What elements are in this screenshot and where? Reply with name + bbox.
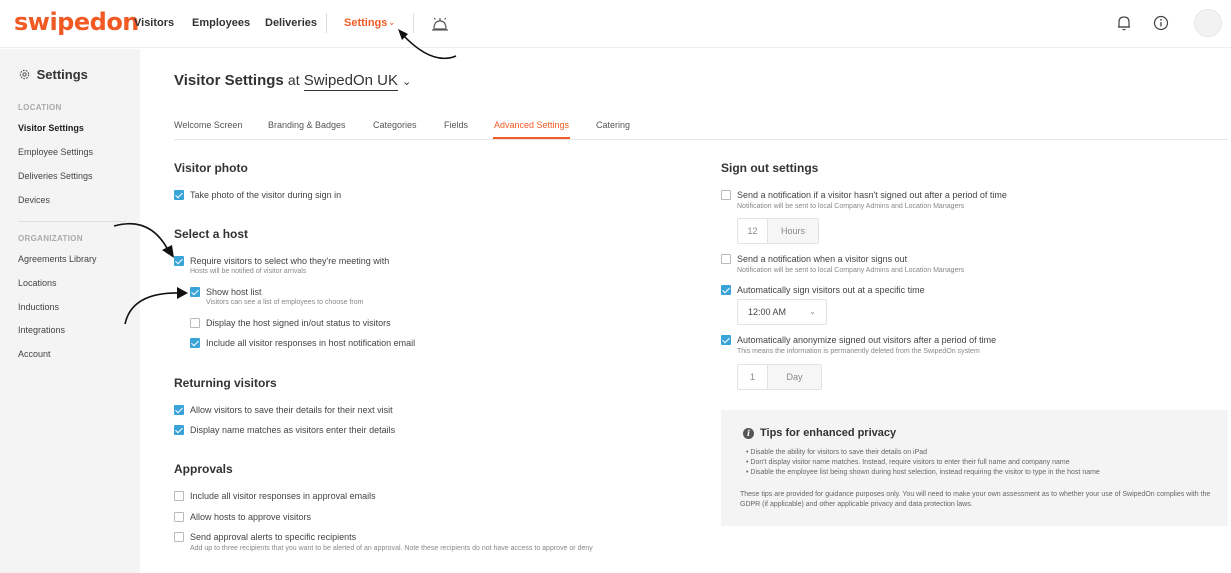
notify-signout-hint: Notification will be sent to local Company Admins and Location Managers [737, 267, 965, 274]
sidebar-item-integrations[interactable]: Integrations [18, 325, 66, 335]
require-host-hint: Hosts will be notified of visitor arrivals [190, 268, 307, 275]
sidebar-title: Settings [18, 67, 88, 82]
sidebar-item-account[interactable]: Account [18, 349, 51, 359]
chevron-down-icon[interactable]: ⌄ [402, 76, 412, 88]
privacy-tips-disclaimer: These tips are provided for guidance purposes only. You will need to make your own assessment as to whether your use of SwipedOn complies with the GDPR (if applicable) and other applicable privacy and data protection laws. [740, 491, 1211, 508]
sidebar-item-devices[interactable]: Devices [18, 195, 51, 205]
anonymize-checkbox[interactable] [721, 335, 731, 345]
chevron-down-icon: ⌄ [809, 307, 816, 316]
list-item: • Don't display visitor name matches. Instead, require visitors to enter their full name and company name [746, 458, 1100, 468]
annotation-arrow [392, 26, 462, 62]
option-auto-signout: Automatically sign visitors out at a specific time [721, 285, 925, 295]
sidebar-item-locations[interactable]: Locations [18, 278, 57, 288]
nav-deliveries[interactable]: Deliveries [265, 17, 317, 29]
info-icon[interactable] [1152, 14, 1170, 32]
signout-time-select[interactable]: 12:00 AM ⌄ [737, 299, 827, 325]
option-allow-save: Allow visitors to save their details for their next visit [174, 405, 393, 415]
privacy-tips-list [746, 448, 1100, 478]
notify-signout-checkbox[interactable] [721, 254, 731, 264]
option-notify-signout: Send a notification when a visitor signs out [721, 254, 907, 264]
gear-icon [18, 68, 31, 81]
option-take-photo: Take photo of the visitor during sign in [174, 190, 341, 200]
annotation-arrow [120, 284, 190, 328]
approval-responses-checkbox[interactable] [174, 491, 184, 501]
sidebar [0, 49, 140, 573]
info-icon: i [743, 428, 754, 439]
option-approval-responses: Include all visitor responses in approval emails [174, 491, 376, 501]
option-require-host: Require visitors to select who they're meeting with [174, 256, 389, 266]
tab-catering[interactable]: Catering [596, 120, 631, 130]
nav-settings[interactable]: Settings [344, 17, 388, 29]
annotation-arrow [110, 218, 180, 262]
show-host-list-checkbox[interactable] [190, 287, 200, 297]
tab-categories[interactable]: Categories [373, 120, 417, 130]
tabs-divider [174, 139, 1228, 140]
section-heading-approvals: Approvals [174, 462, 233, 476]
section-heading-select-host: Select a host [174, 227, 249, 241]
location-selector[interactable]: SwipedOn UK [303, 72, 398, 89]
avatar[interactable] [1194, 9, 1222, 37]
list-item: • Disable the ability for visitors to save their details on iPad [746, 448, 1100, 458]
approval-alerts-checkbox[interactable] [174, 532, 184, 542]
notify-period-checkbox[interactable] [721, 190, 731, 200]
option-anonymize: Automatically anonymize signed out visitors after a period of time [721, 335, 996, 345]
section-heading-returning-visitors: Returning visitors [174, 376, 277, 390]
page-title: Visitor Settings at SwipedOn UK ⌄ [174, 72, 412, 89]
sidebar-section-organization: ORGANIZATION [18, 234, 83, 243]
sidebar-item-inductions[interactable]: Inductions [18, 302, 60, 312]
swipedon-logo[interactable]: swipedon [14, 8, 139, 36]
auto-signout-checkbox[interactable] [721, 285, 731, 295]
chevron-down-icon[interactable]: ⌄ [388, 17, 396, 27]
sidebar-item-visitor-settings[interactable]: Visitor Settings [18, 123, 84, 133]
sidebar-section-location: LOCATION [18, 103, 62, 112]
tab-welcome-screen[interactable]: Welcome Screen [174, 120, 243, 130]
active-tab-indicator [493, 137, 570, 139]
top-navigation-bar [0, 0, 1231, 48]
take-photo-checkbox[interactable] [174, 190, 184, 200]
notify-period-input[interactable]: 12 Hours [737, 218, 819, 244]
section-heading-sign-out: Sign out settings [721, 161, 819, 175]
option-notify-period: Send a notification if a visitor hasn't signed out after a period of time [721, 190, 1007, 200]
tab-branding-badges[interactable]: Branding & Badges [268, 120, 346, 130]
option-include-host-responses: Include all visitor responses in host notification email [190, 338, 415, 348]
nav-visitors[interactable]: Visitors [134, 17, 175, 29]
nav-employees[interactable]: Employees [192, 17, 251, 29]
section-heading-visitor-photo: Visitor photo [174, 161, 248, 175]
display-host-status-checkbox[interactable] [190, 318, 200, 328]
privacy-tips-panel [721, 410, 1228, 526]
include-host-responses-checkbox[interactable] [190, 338, 200, 348]
tab-advanced-settings[interactable]: Advanced Settings [494, 120, 570, 130]
allow-save-checkbox[interactable] [174, 405, 184, 415]
list-item: • Disable the employee list being shown during host selection, instead requiring the visitor to type in the host name [746, 468, 1100, 478]
show-host-list-hint: Visitors can see a list of employees to choose from [206, 299, 364, 306]
nav-divider [326, 13, 327, 33]
anonymize-hint: This means the information is permanently deleted from the SwipedOn system [737, 348, 980, 355]
tab-fields[interactable]: Fields [444, 120, 469, 130]
notify-period-hint: Notification will be sent to local Company Admins and Location Managers [737, 203, 965, 210]
option-name-matches: Display name matches as visitors enter their details [174, 425, 395, 435]
sidebar-item-agreements-library[interactable]: Agreements Library [18, 254, 97, 264]
name-matches-checkbox[interactable] [174, 425, 184, 435]
option-allow-hosts-approve: Allow hosts to approve visitors [174, 512, 311, 522]
approval-alerts-hint: Add up to three recipients that you want to be alerted of an approval. Note these recipients do not have access to approve or deny [190, 545, 593, 552]
privacy-tips-title: i Tips for enhanced privacy [743, 427, 896, 439]
option-show-host-list: Show host list [190, 287, 262, 297]
anonymize-period-input[interactable]: 1 Day [737, 364, 822, 390]
allow-hosts-approve-checkbox[interactable] [174, 512, 184, 522]
bell-icon[interactable] [1115, 14, 1133, 32]
sidebar-item-deliveries-settings[interactable]: Deliveries Settings [18, 171, 93, 181]
option-display-host-status: Display the host signed in/out status to visitors [190, 318, 391, 328]
sidebar-item-employee-settings[interactable]: Employee Settings [18, 147, 94, 157]
option-approval-alerts: Send approval alerts to specific recipients [174, 532, 356, 542]
